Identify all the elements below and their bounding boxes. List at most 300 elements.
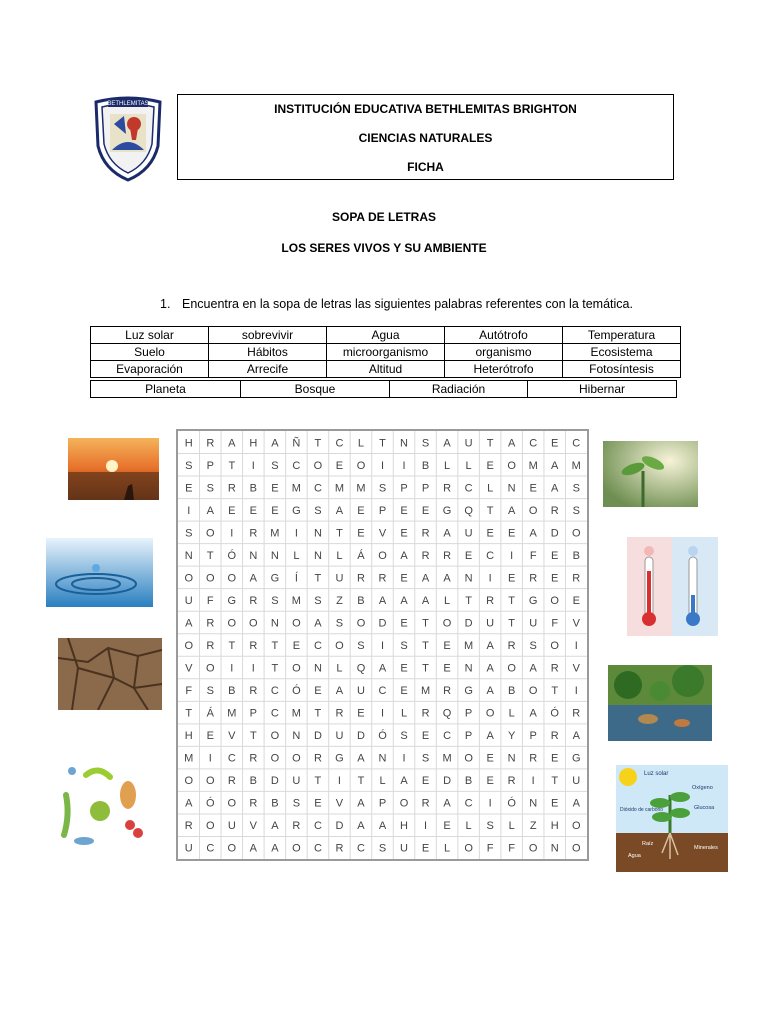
grid-letter[interactable]: M — [442, 752, 452, 765]
grid-letter[interactable]: R — [378, 572, 387, 585]
grid-letter[interactable]: L — [508, 820, 515, 833]
grid-letter[interactable]: U — [529, 617, 538, 630]
grid-letter[interactable]: D — [378, 617, 387, 630]
grid-letter[interactable]: A — [400, 594, 408, 607]
grid-letter[interactable]: B — [572, 549, 580, 562]
grid-letter[interactable]: R — [529, 572, 538, 585]
grid-letter[interactable]: S — [314, 594, 322, 607]
grid-letter[interactable]: N — [464, 662, 473, 675]
grid-letter[interactable]: O — [184, 775, 194, 788]
grid-letter[interactable]: E — [292, 640, 301, 652]
grid-letter[interactable]: T — [508, 617, 516, 630]
grid-letter[interactable]: N — [507, 752, 516, 765]
grid-letter[interactable]: S — [421, 437, 430, 450]
grid-letter[interactable]: O — [356, 617, 366, 630]
grid-letter[interactable]: Í — [294, 572, 298, 585]
grid-letter[interactable]: A — [185, 617, 193, 630]
grid-letter[interactable]: E — [271, 482, 279, 495]
grid-letter[interactable]: T — [465, 594, 472, 607]
grid-letter[interactable]: D — [335, 820, 344, 833]
grid-letter[interactable]: O — [528, 504, 538, 517]
grid-letter[interactable]: A — [228, 437, 236, 450]
grid-letter[interactable]: R — [550, 504, 559, 517]
grid-letter[interactable]: B — [507, 685, 516, 698]
grid-letter[interactable]: R — [249, 527, 258, 540]
grid-letter[interactable]: O — [249, 617, 258, 630]
grid-letter[interactable]: T — [422, 640, 429, 652]
grid-letter[interactable]: O — [270, 752, 280, 765]
grid-letter[interactable]: C — [313, 482, 322, 495]
grid-letter[interactable]: O — [550, 594, 559, 607]
grid-letter[interactable]: A — [507, 437, 516, 450]
grid-letter[interactable]: I — [380, 707, 385, 720]
grid-letter[interactable]: L — [444, 842, 451, 855]
grid-letter[interactable]: F — [508, 842, 516, 855]
grid-letter[interactable]: O — [528, 685, 538, 698]
grid-letter[interactable]: T — [486, 504, 494, 517]
grid-letter[interactable]: T — [336, 527, 343, 540]
grid-letter[interactable]: H — [550, 820, 559, 833]
grid-letter[interactable]: R — [335, 842, 344, 855]
grid-letter[interactable]: U — [464, 527, 473, 540]
grid-letter[interactable]: I — [424, 820, 428, 833]
grid-letter[interactable]: O — [206, 775, 215, 788]
grid-letter[interactable]: E — [314, 685, 322, 698]
grid-letter[interactable]: R — [443, 549, 452, 562]
grid-letter[interactable]: F — [529, 549, 537, 562]
grid-letter[interactable]: Ó — [227, 549, 237, 562]
grid-letter[interactable]: E — [271, 504, 279, 517]
grid-letter[interactable]: E — [400, 617, 408, 630]
grid-letter[interactable]: N — [507, 482, 516, 495]
grid-letter[interactable]: R — [572, 572, 581, 585]
grid-letter[interactable]: L — [357, 437, 365, 450]
grid-letter[interactable]: C — [356, 842, 365, 855]
grid-letter[interactable]: S — [271, 459, 279, 472]
grid-letter[interactable]: O — [292, 617, 301, 630]
grid-letter[interactable]: A — [507, 504, 516, 517]
grid-letter[interactable]: A — [421, 594, 430, 607]
grid-letter[interactable]: G — [571, 752, 581, 765]
grid-letter[interactable]: A — [421, 572, 430, 585]
grid-letter[interactable]: N — [313, 549, 322, 562]
grid-letter[interactable]: D — [356, 730, 365, 743]
grid-letter[interactable]: A — [400, 775, 408, 788]
grid-letter[interactable]: E — [400, 527, 408, 540]
grid-letter[interactable]: S — [572, 504, 580, 517]
grid-letter[interactable]: A — [335, 685, 344, 698]
grid-letter[interactable]: M — [291, 707, 301, 720]
grid-letter[interactable]: I — [402, 752, 406, 765]
grid-letter[interactable]: S — [335, 617, 344, 630]
grid-letter[interactable]: P — [529, 730, 537, 743]
grid-letter[interactable]: Ó — [507, 797, 516, 810]
grid-letter[interactable]: T — [271, 640, 279, 652]
grid-letter[interactable]: M — [270, 527, 280, 540]
grid-letter[interactable]: E — [357, 527, 365, 540]
grid-letter[interactable]: A — [378, 594, 387, 607]
grid-letter[interactable]: M — [227, 707, 237, 720]
grid-letter[interactable]: I — [574, 640, 578, 652]
grid-letter[interactable]: O — [227, 797, 237, 810]
grid-letter[interactable]: M — [528, 459, 538, 472]
grid-letter[interactable]: A — [443, 797, 451, 810]
grid-letter[interactable]: U — [184, 594, 193, 607]
grid-letter[interactable]: E — [421, 842, 430, 855]
grid-letter[interactable]: Ó — [550, 707, 559, 720]
grid-letter[interactable]: T — [314, 775, 322, 788]
grid-letter[interactable]: D — [313, 730, 322, 743]
grid-letter[interactable]: O — [507, 662, 516, 675]
grid-letter[interactable]: F — [185, 685, 193, 698]
grid-letter[interactable]: M — [291, 594, 301, 607]
grid-letter[interactable]: R — [529, 752, 538, 765]
grid-letter[interactable]: R — [572, 707, 581, 720]
grid-letter[interactable]: V — [228, 730, 236, 743]
grid-letter[interactable]: N — [529, 797, 538, 810]
grid-letter[interactable]: D — [443, 775, 452, 788]
grid-letter[interactable]: I — [230, 527, 234, 540]
grid-letter[interactable]: D — [550, 527, 559, 540]
grid-letter[interactable]: E — [185, 482, 193, 495]
grid-letter[interactable]: C — [335, 437, 344, 450]
grid-letter[interactable]: S — [185, 527, 193, 540]
grid-letter[interactable]: A — [400, 549, 408, 562]
grid-letter[interactable]: E — [486, 459, 494, 472]
grid-letter[interactable]: T — [357, 775, 365, 788]
grid-letter[interactable]: M — [464, 640, 474, 652]
grid-letter[interactable]: L — [465, 820, 472, 833]
grid-letter[interactable]: R — [443, 685, 452, 698]
grid-letter[interactable]: N — [313, 662, 322, 675]
grid-letter[interactable]: A — [529, 527, 537, 540]
grid-letter[interactable]: I — [230, 662, 234, 675]
grid-letter[interactable]: B — [249, 482, 258, 495]
grid-letter[interactable]: O — [206, 572, 215, 585]
grid-letter[interactable]: S — [271, 594, 279, 607]
grid-letter[interactable]: Ñ — [292, 437, 301, 450]
grid-letter[interactable]: T — [379, 437, 386, 450]
grid-letter[interactable]: U — [400, 842, 409, 855]
grid-letter[interactable]: C — [313, 820, 322, 833]
grid-letter[interactable]: A — [486, 662, 494, 675]
grid-letter[interactable]: I — [337, 775, 341, 788]
grid-letter[interactable]: Q — [356, 662, 366, 675]
grid-letter[interactable]: I — [187, 504, 191, 517]
grid-letter[interactable]: A — [357, 820, 365, 833]
grid-letter[interactable]: E — [400, 685, 408, 698]
grid-letter[interactable]: A — [378, 662, 387, 675]
grid-letter[interactable]: C — [378, 685, 387, 698]
grid-letter[interactable]: G — [528, 594, 538, 607]
grid-letter[interactable]: S — [185, 459, 193, 472]
grid-letter[interactable]: E — [228, 504, 236, 517]
grid-letter[interactable]: I — [531, 775, 535, 788]
grid-letter[interactable]: P — [464, 707, 473, 720]
grid-letter[interactable]: L — [336, 549, 343, 562]
grid-letter[interactable]: R — [486, 594, 495, 607]
grid-letter[interactable]: P — [464, 730, 473, 743]
grid-letter[interactable]: R — [227, 482, 236, 495]
grid-letter[interactable]: V — [249, 820, 258, 833]
grid-letter[interactable]: U — [335, 730, 344, 743]
grid-letter[interactable]: A — [249, 572, 258, 585]
grid-letter[interactable]: O — [399, 797, 409, 810]
grid-letter[interactable]: E — [551, 437, 559, 450]
grid-letter[interactable]: A — [271, 437, 279, 450]
grid-letter[interactable]: V — [335, 797, 344, 810]
grid-letter[interactable]: T — [551, 685, 559, 698]
grid-letter[interactable]: M — [571, 459, 581, 472]
grid-letter[interactable]: S — [400, 730, 408, 743]
grid-letter[interactable]: G — [442, 504, 452, 517]
grid-letter[interactable]: U — [572, 775, 581, 788]
grid-letter[interactable]: A — [357, 752, 365, 765]
grid-letter[interactable]: P — [400, 482, 408, 495]
grid-letter[interactable]: B — [357, 594, 365, 607]
grid-letter[interactable]: O — [292, 842, 301, 855]
grid-letter[interactable]: E — [249, 504, 258, 517]
grid-letter[interactable]: Q — [464, 504, 473, 517]
grid-letter[interactable]: C — [464, 797, 473, 810]
grid-letter[interactable]: A — [443, 572, 451, 585]
grid-letter[interactable]: M — [356, 482, 366, 495]
grid-letter[interactable]: R — [443, 482, 452, 495]
grid-letter[interactable]: E — [443, 640, 451, 652]
grid-letter[interactable]: T — [422, 617, 429, 630]
grid-letter[interactable]: S — [572, 482, 580, 495]
grid-letter[interactable]: O — [184, 640, 194, 652]
grid-letter[interactable]: O — [206, 527, 215, 540]
grid-letter[interactable]: H — [184, 730, 193, 743]
grid-letter[interactable]: R — [421, 707, 430, 720]
grid-letter[interactable]: T — [185, 707, 193, 720]
grid-letter[interactable]: O — [335, 640, 344, 652]
grid-letter[interactable]: R — [335, 707, 344, 720]
grid-letter[interactable]: S — [378, 482, 387, 495]
grid-letter[interactable]: O — [270, 730, 280, 743]
grid-letter[interactable]: I — [294, 527, 298, 540]
grid-letter[interactable]: H — [184, 437, 193, 450]
grid-letter[interactable]: C — [486, 549, 495, 562]
grid-letter[interactable]: S — [421, 752, 430, 765]
grid-letter[interactable]: A — [357, 797, 365, 810]
grid-letter[interactable]: C — [313, 842, 322, 855]
grid-letter[interactable]: E — [400, 572, 408, 585]
grid-letter[interactable]: O — [571, 842, 581, 855]
grid-letter[interactable]: R — [184, 820, 193, 833]
grid-letter[interactable]: O — [442, 617, 452, 630]
grid-letter[interactable]: C — [270, 707, 279, 720]
grid-letter[interactable]: U — [292, 775, 301, 788]
grid-letter[interactable]: T — [271, 662, 279, 675]
grid-letter[interactable]: N — [313, 527, 322, 540]
grid-letter[interactable]: E — [507, 572, 516, 585]
grid-letter[interactable]: M — [291, 482, 301, 495]
grid-letter[interactable]: Y — [507, 730, 516, 743]
grid-letter[interactable]: O — [485, 707, 495, 720]
grid-letter[interactable]: C — [464, 482, 473, 495]
grid-letter[interactable]: R — [550, 730, 559, 743]
grid-letter[interactable]: I — [380, 459, 385, 472]
grid-letter[interactable]: R — [206, 437, 215, 450]
grid-letter[interactable]: A — [335, 504, 344, 517]
grid-letter[interactable]: N — [400, 437, 409, 450]
grid-letter[interactable]: R — [507, 640, 516, 652]
grid-letter[interactable]: A — [249, 842, 258, 855]
grid-letter[interactable]: O — [507, 459, 516, 472]
grid-letter[interactable]: S — [357, 640, 365, 652]
grid-letter[interactable]: S — [292, 797, 301, 810]
grid-letter[interactable]: P — [378, 504, 387, 517]
grid-letter[interactable]: F — [206, 594, 214, 607]
grid-letter[interactable]: R — [421, 527, 430, 540]
grid-letter[interactable]: O — [292, 752, 301, 765]
grid-letter[interactable]: E — [443, 662, 451, 675]
grid-letter[interactable]: E — [464, 549, 473, 562]
grid-letter[interactable]: E — [400, 662, 408, 675]
grid-letter[interactable]: V — [572, 662, 580, 675]
grid-letter[interactable]: R — [421, 797, 430, 810]
grid-letter[interactable]: N — [270, 617, 279, 630]
grid-letter[interactable]: B — [249, 775, 258, 788]
grid-letter[interactable]: Z — [336, 594, 343, 607]
grid-letter[interactable]: V — [378, 527, 387, 540]
grid-letter[interactable]: R — [249, 640, 258, 652]
grid-letter[interactable]: A — [551, 482, 559, 495]
grid-letter[interactable]: L — [293, 549, 300, 562]
grid-letter[interactable]: E — [400, 504, 408, 517]
grid-letter[interactable]: A — [271, 842, 279, 855]
grid-letter[interactable]: E — [529, 482, 537, 495]
grid-letter[interactable]: E — [335, 459, 344, 472]
grid-letter[interactable]: E — [551, 572, 559, 585]
grid-letter[interactable]: O — [550, 640, 559, 652]
grid-letter[interactable]: U — [227, 820, 236, 833]
grid-letter[interactable]: L — [508, 707, 515, 720]
grid-letter[interactable]: R — [206, 640, 215, 652]
grid-letter[interactable]: E — [421, 730, 430, 743]
grid-letter[interactable]: V — [572, 617, 580, 630]
grid-letter[interactable]: E — [486, 775, 494, 788]
grid-letter[interactable]: M — [420, 685, 431, 698]
grid-letter[interactable]: L — [336, 662, 343, 675]
grid-letter[interactable]: R — [550, 662, 559, 675]
grid-letter[interactable]: O — [571, 527, 581, 540]
grid-letter[interactable]: B — [464, 775, 473, 788]
grid-letter[interactable]: T — [228, 640, 236, 652]
grid-letter[interactable]: C — [443, 730, 452, 743]
grid-letter[interactable]: Ó — [378, 730, 387, 743]
grid-letter[interactable]: A — [572, 797, 580, 810]
grid-letter[interactable]: L — [444, 459, 451, 472]
grid-letter[interactable]: O — [571, 820, 581, 833]
grid-letter[interactable]: E — [486, 527, 494, 540]
grid-letter[interactable]: A — [529, 662, 537, 675]
grid-letter[interactable]: O — [227, 572, 237, 585]
grid-letter[interactable]: O — [356, 459, 366, 472]
grid-letter[interactable]: A — [443, 527, 451, 540]
grid-letter[interactable]: Q — [442, 707, 452, 720]
grid-letter[interactable]: S — [206, 482, 214, 495]
grid-letter[interactable]: O — [313, 459, 323, 472]
grid-letter[interactable]: S — [314, 504, 322, 517]
grid-letter[interactable]: M — [184, 752, 194, 765]
grid-letter[interactable]: F — [551, 617, 559, 630]
grid-letter[interactable]: R — [356, 572, 365, 585]
grid-letter[interactable]: H — [400, 820, 409, 833]
grid-letter[interactable]: G — [270, 572, 280, 585]
grid-letter[interactable]: A — [271, 820, 279, 833]
grid-letter[interactable]: C — [227, 752, 236, 765]
grid-letter[interactable]: S — [206, 685, 214, 698]
grid-letter[interactable]: L — [400, 707, 408, 720]
grid-letter[interactable]: B — [421, 459, 430, 472]
grid-letter[interactable]: D — [464, 617, 473, 630]
grid-letter[interactable]: S — [529, 640, 537, 652]
grid-letter[interactable]: I — [402, 459, 406, 472]
grid-letter[interactable]: Z — [529, 820, 537, 833]
grid-letter[interactable]: D — [270, 775, 279, 788]
grid-letter[interactable]: L — [444, 594, 451, 607]
grid-letter[interactable]: R — [292, 820, 301, 833]
grid-letter[interactable]: N — [184, 549, 193, 562]
grid-letter[interactable]: R — [507, 775, 516, 788]
grid-letter[interactable]: I — [251, 459, 255, 472]
grid-letter[interactable]: U — [335, 572, 344, 585]
grid-letter[interactable]: O — [206, 662, 215, 675]
grid-letter[interactable]: G — [335, 752, 344, 765]
grid-letter[interactable]: A — [206, 504, 214, 517]
grid-letter[interactable]: G — [227, 594, 237, 607]
grid-letter[interactable]: E — [357, 707, 365, 720]
grid-letter[interactable]: G — [464, 685, 473, 698]
grid-letter[interactable]: I — [488, 797, 492, 810]
grid-letter[interactable]: S — [400, 640, 408, 652]
grid-letter[interactable]: U — [356, 685, 365, 698]
grid-letter[interactable]: P — [378, 797, 387, 810]
grid-letter[interactable]: A — [378, 820, 387, 833]
grid-letter[interactable]: S — [486, 820, 494, 833]
grid-letter[interactable]: V — [185, 662, 193, 675]
grid-letter[interactable]: R — [313, 752, 322, 765]
grid-letter[interactable]: P — [421, 482, 430, 495]
grid-letter[interactable]: R — [249, 752, 258, 765]
grid-letter[interactable]: P — [249, 707, 258, 720]
grid-letter[interactable]: C — [292, 459, 301, 472]
grid-letter[interactable]: I — [510, 549, 514, 562]
grid-letter[interactable]: R — [249, 685, 258, 698]
grid-letter[interactable]: E — [421, 775, 430, 788]
grid-letter[interactable]: A — [551, 459, 559, 472]
grid-letter[interactable]: Á — [206, 707, 214, 720]
grid-letter[interactable]: C — [313, 640, 322, 652]
grid-letter[interactable]: A — [443, 437, 451, 450]
grid-letter[interactable]: E — [357, 504, 365, 517]
grid-letter[interactable]: E — [314, 797, 322, 810]
grid-letter[interactable]: I — [208, 752, 212, 765]
grid-letter[interactable]: O — [227, 842, 237, 855]
grid-letter[interactable]: A — [486, 685, 494, 698]
grid-letter[interactable]: E — [206, 730, 214, 743]
grid-letter[interactable]: T — [314, 437, 322, 450]
grid-letter[interactable]: N — [464, 572, 473, 585]
grid-letter[interactable]: E — [551, 549, 559, 562]
grid-letter[interactable]: C — [572, 437, 581, 450]
grid-letter[interactable]: T — [206, 549, 214, 562]
grid-letter[interactable]: T — [249, 730, 257, 743]
grid-letter[interactable]: O — [206, 820, 215, 833]
